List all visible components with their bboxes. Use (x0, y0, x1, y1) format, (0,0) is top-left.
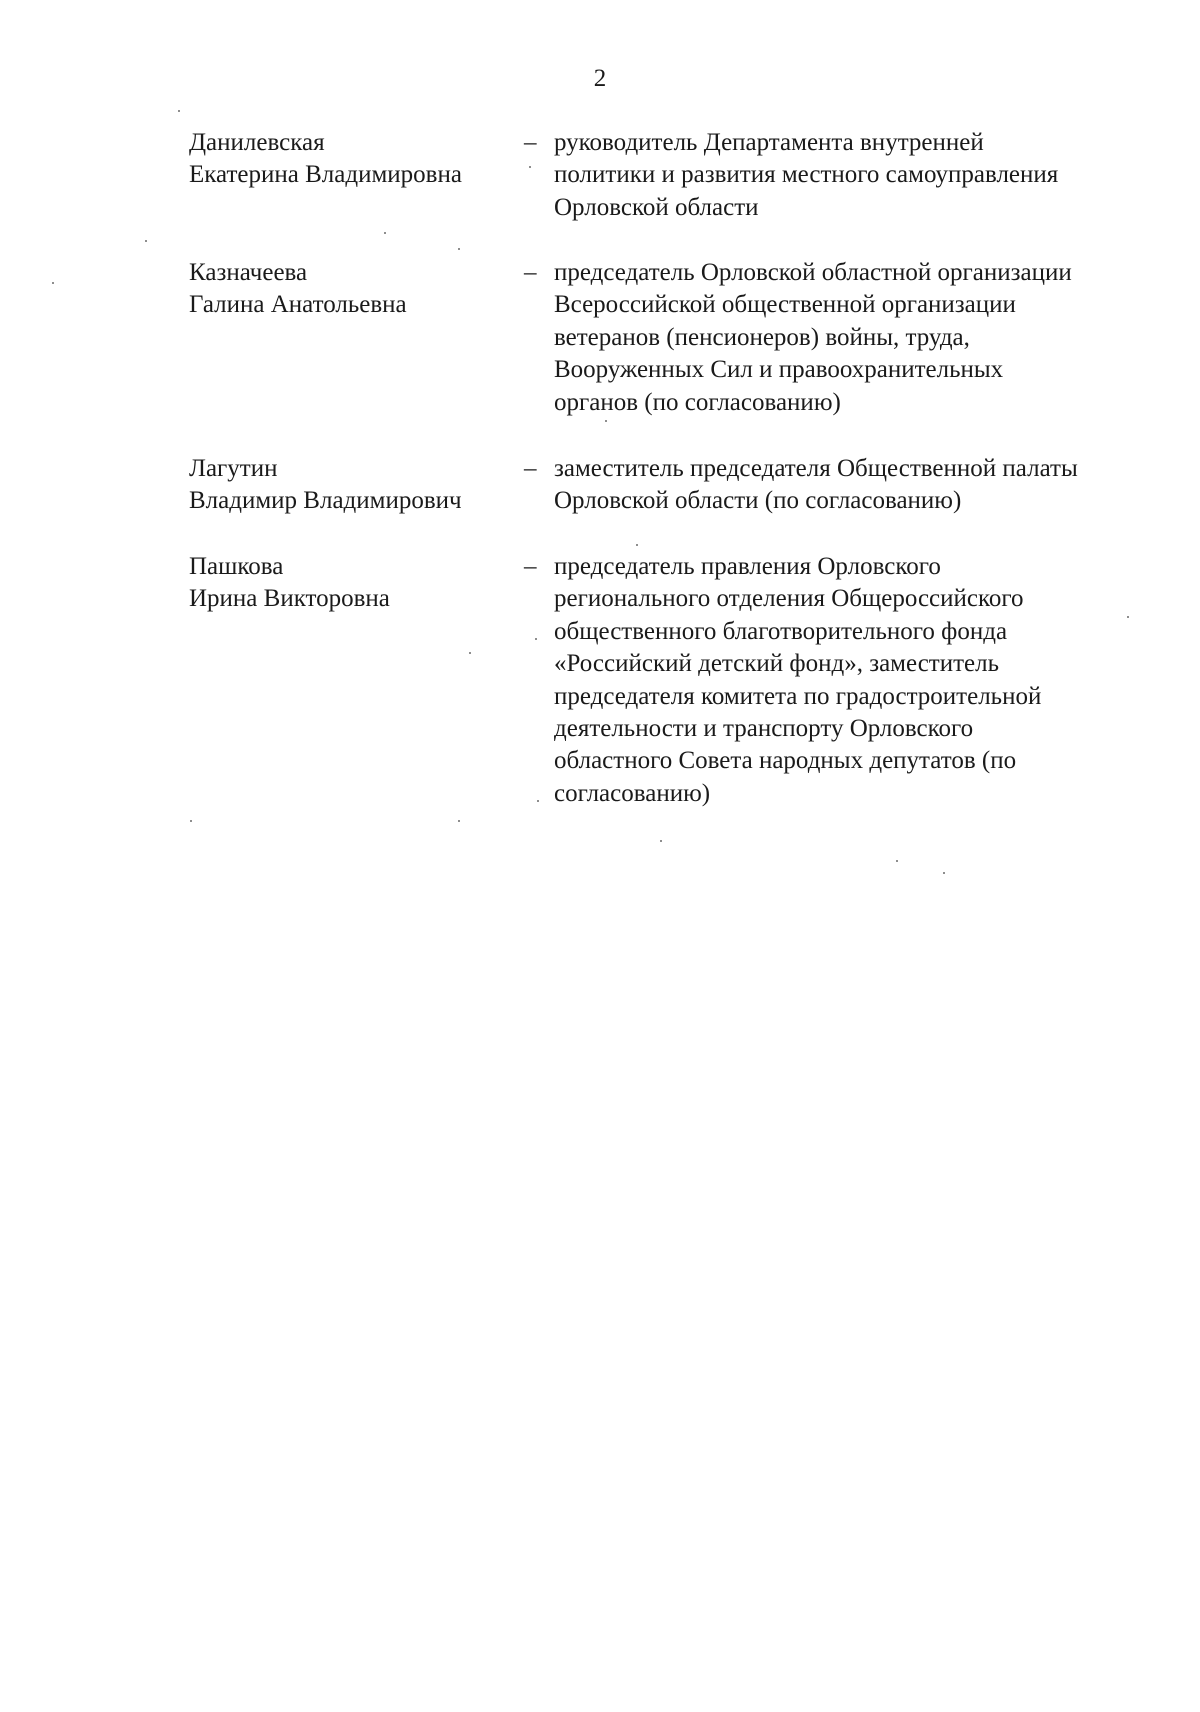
position-line: «Российский детский фонд», заместитель (554, 650, 1000, 678)
person-position (554, 453, 1164, 518)
person-position (554, 257, 1164, 419)
position-line: политики и развития местного самоуправления (554, 161, 1059, 189)
separator-dash: – (524, 553, 537, 580)
position-line: Орловской области (554, 193, 759, 221)
person-surname: Казначеева (189, 259, 308, 286)
person-surname: Данилевская (189, 129, 325, 156)
scan-speck (384, 232, 386, 234)
person-name (189, 257, 519, 322)
position-line: председатель правления Орловского (554, 553, 941, 580)
scan-speck (1127, 616, 1129, 618)
page-number: 2 (593, 65, 607, 92)
position-line: Всероссийской общественной организации (554, 291, 1016, 319)
position-line: регионального отделения Общероссийского (554, 585, 1024, 613)
scan-speck (190, 820, 192, 822)
person-name (189, 127, 519, 192)
scan-speck (896, 860, 898, 862)
scan-speck (660, 840, 662, 842)
person-name (189, 551, 519, 616)
scan-speck (529, 166, 531, 168)
position-line: Орловской области (по согласованию) (554, 487, 962, 515)
person-surname: Пашкова (189, 553, 284, 580)
scan-speck (535, 638, 537, 640)
scan-speck (52, 282, 54, 284)
separator-dash: – (524, 455, 537, 482)
scan-speck (458, 820, 460, 822)
scan-speck (636, 544, 638, 546)
position-line: Вооруженных Сил и правоохранительных (554, 356, 1004, 384)
person-given-names: Галина Анатольевна (189, 291, 407, 319)
position-line: ветеранов (пенсионеров) войны, труда, (554, 323, 970, 351)
scan-speck (178, 110, 180, 112)
separator-dash: – (524, 129, 537, 156)
position-line: заместитель председателя Общественной палаты (554, 455, 1078, 482)
position-line: председателя комитета по градостроительной (554, 682, 1042, 710)
person-name (189, 453, 519, 518)
position-line: деятельности и транспорту Орловского (554, 715, 974, 743)
position-line: согласованию) (554, 779, 711, 807)
person-given-names: Владимир Владимирович (189, 487, 462, 515)
position-line: областного Совета народных депутатов (по (554, 747, 1017, 775)
person-given-names: Екатерина Владимировна (189, 161, 462, 189)
person-surname: Лагутин (189, 455, 278, 482)
scan-speck (145, 240, 147, 242)
person-position (554, 127, 1164, 224)
position-line: органов (по согласованию) (554, 388, 841, 416)
scan-speck (943, 872, 945, 874)
position-line: общественного благотворительного фонда (554, 617, 1008, 645)
scan-speck (458, 248, 460, 250)
position-line: председатель Орловской областной организации (554, 259, 1072, 286)
scan-speck (469, 652, 471, 654)
person-given-names: Ирина Викторовна (189, 585, 390, 613)
scan-speck (537, 800, 539, 802)
person-position (554, 551, 1164, 810)
separator-dash: – (524, 259, 537, 286)
scan-speck (605, 420, 607, 422)
position-line: руководитель Департамента внутренней (554, 129, 984, 156)
